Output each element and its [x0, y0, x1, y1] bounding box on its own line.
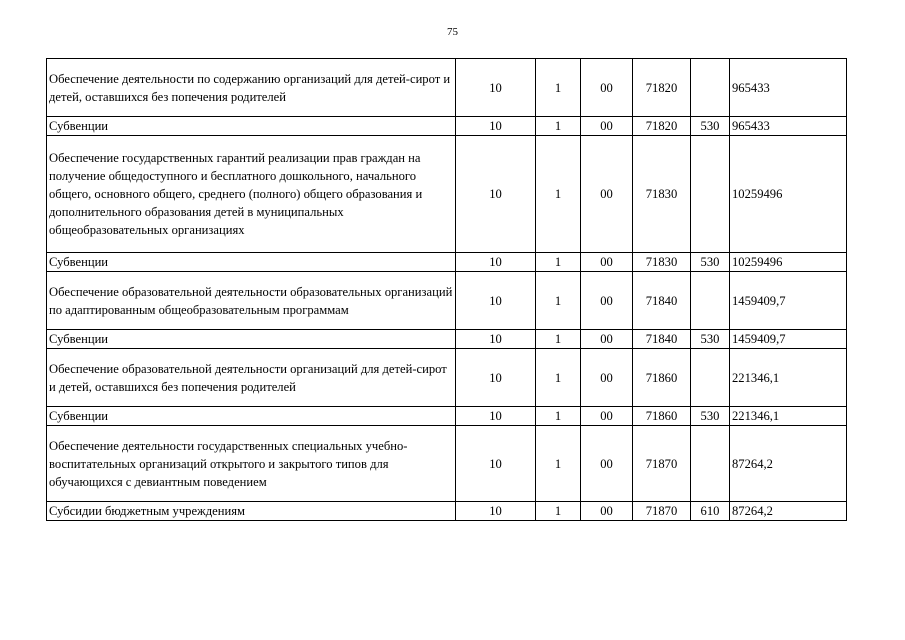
row-subsection: 1 [536, 330, 581, 349]
row-amount: 965433 [730, 117, 847, 136]
row-subsection: 1 [536, 253, 581, 272]
row-section: 10 [456, 136, 536, 253]
row-name: Обеспечение деятельности по содержанию организаций для детей-сирот и детей, оставшихся без попечения родителей [47, 59, 456, 117]
row-amount: 1459409,7 [730, 330, 847, 349]
row-section: 10 [456, 502, 536, 521]
row-direction: 71870 [633, 502, 691, 521]
row-expense-type: 530 [691, 407, 730, 426]
row-subsection: 1 [536, 272, 581, 330]
row-name: Субвенции [47, 253, 456, 272]
row-program: 00 [581, 407, 633, 426]
row-expense-type: 530 [691, 117, 730, 136]
row-direction: 71830 [633, 253, 691, 272]
row-direction: 71820 [633, 59, 691, 117]
row-expense-type: 610 [691, 502, 730, 521]
row-name: Субвенции [47, 330, 456, 349]
row-amount: 221346,1 [730, 407, 847, 426]
row-subsection: 1 [536, 117, 581, 136]
table-row [47, 349, 847, 407]
row-subsection: 1 [536, 136, 581, 253]
row-amount: 87264,2 [730, 426, 847, 502]
row-direction: 71830 [633, 136, 691, 253]
row-name: Субвенции [47, 117, 456, 136]
table-row [47, 136, 847, 253]
row-expense-type [691, 349, 730, 407]
row-program: 00 [581, 253, 633, 272]
row-amount: 221346,1 [730, 349, 847, 407]
row-name: Обеспечение деятельности государственных специальных учебно-воспитательных организаций открытого и закрытого типов для обучающихся с девиантным поведением [47, 426, 456, 502]
row-direction: 71840 [633, 330, 691, 349]
row-direction: 71860 [633, 407, 691, 426]
row-expense-type: 530 [691, 253, 730, 272]
row-direction: 71820 [633, 117, 691, 136]
row-subsection: 1 [536, 349, 581, 407]
row-subsection: 1 [536, 426, 581, 502]
row-amount: 87264,2 [730, 502, 847, 521]
table-row [47, 253, 847, 272]
row-subsection: 1 [536, 59, 581, 117]
row-name: Обеспечение образовательной деятельности образовательных организаций по адаптированным общеобразовательным программам [47, 272, 456, 330]
budget-table [46, 58, 847, 521]
row-direction: 71840 [633, 272, 691, 330]
row-section: 10 [456, 253, 536, 272]
page-number: 75 [447, 26, 458, 38]
table-row [47, 59, 847, 117]
row-expense-type [691, 272, 730, 330]
row-program: 00 [581, 136, 633, 253]
row-amount: 10259496 [730, 253, 847, 272]
row-subsection: 1 [536, 407, 581, 426]
row-section: 10 [456, 59, 536, 117]
row-section: 10 [456, 117, 536, 136]
row-program: 00 [581, 349, 633, 407]
row-subsection: 1 [536, 502, 581, 521]
row-amount: 1459409,7 [730, 272, 847, 330]
row-program: 00 [581, 59, 633, 117]
row-section: 10 [456, 330, 536, 349]
row-amount: 965433 [730, 59, 847, 117]
row-program: 00 [581, 502, 633, 521]
row-expense-type [691, 136, 730, 253]
row-section: 10 [456, 349, 536, 407]
table-row [47, 426, 847, 502]
table-row [47, 272, 847, 330]
row-expense-type [691, 59, 730, 117]
table-row [47, 407, 847, 426]
row-name: Обеспечение государственных гарантий реализации прав граждан на получение общедоступного и бесплатного дошкольного, начального общего, основного общего, среднего (полного) общего образования и дополнительного образования детей в муниципальных общеобразовательных организациях [47, 136, 456, 253]
row-program: 00 [581, 330, 633, 349]
row-section: 10 [456, 272, 536, 330]
table-row [47, 117, 847, 136]
row-section: 10 [456, 426, 536, 502]
table-row [47, 502, 847, 521]
row-amount: 10259496 [730, 136, 847, 253]
row-expense-type: 530 [691, 330, 730, 349]
table-row [47, 330, 847, 349]
row-program: 00 [581, 117, 633, 136]
row-program: 00 [581, 272, 633, 330]
row-expense-type [691, 426, 730, 502]
row-direction: 71870 [633, 426, 691, 502]
row-name: Субвенции [47, 407, 456, 426]
row-program: 00 [581, 426, 633, 502]
row-name: Обеспечение образовательной деятельности организаций для детей-сирот и детей, оставшихся без попечения родителей [47, 349, 456, 407]
row-name: Субсидии бюджетным учреждениям [47, 502, 456, 521]
row-direction: 71860 [633, 349, 691, 407]
row-section: 10 [456, 407, 536, 426]
